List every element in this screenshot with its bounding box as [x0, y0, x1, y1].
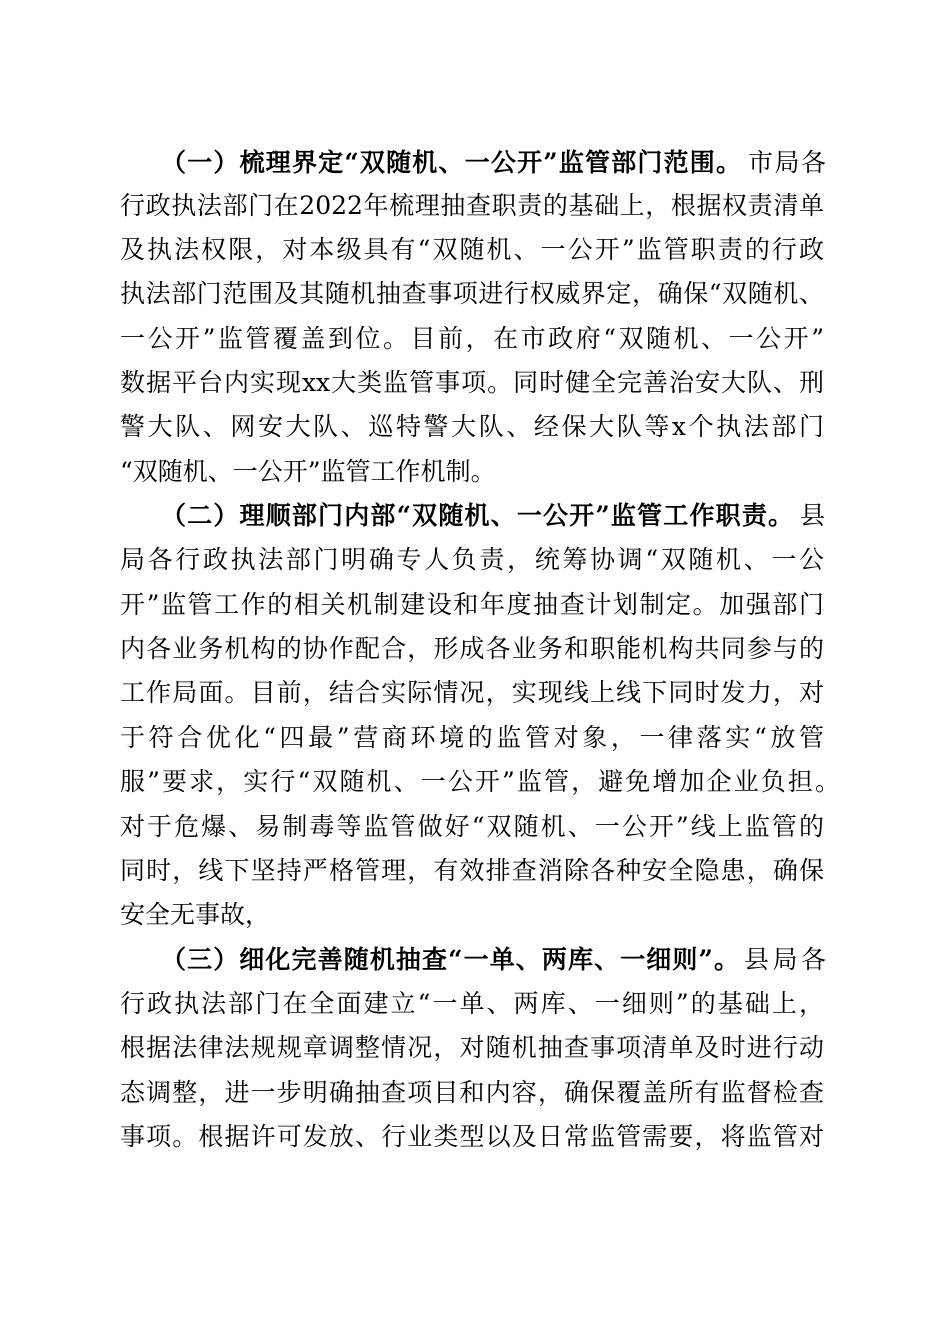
paragraph-2-text-7: 服”要求，实行“双随机、一公开”监管，避免增加企业负担。	[120, 767, 840, 796]
paragraph-2-text-9: 同时，线下坚持严格管理，有效排查消除各种安全隐患，确保	[120, 856, 824, 885]
paragraph-2-text-10: 安全无事故，	[120, 900, 271, 929]
paragraph-2-line-4	[0, 627, 950, 671]
paragraph-1-line-5	[0, 317, 950, 361]
paragraph-1-line-2	[0, 184, 950, 228]
paragraph-2-line-10	[0, 893, 950, 937]
paragraph-3-text-5: 事项。根据许可发放、行业类型以及日常监管需要，将监管对	[120, 1122, 824, 1151]
paragraph-3-heading: （三）细化完善随机抽查“一单、两库、一细则”。	[161, 945, 739, 974]
paragraph-1-text-2: 行政执法部门在2022年梳理抽查职责的基础上，根据权责清单	[120, 191, 824, 220]
paragraph-2-line-6	[0, 716, 950, 760]
paragraph-2-line-5	[0, 671, 950, 715]
paragraph-3-line-4	[0, 1071, 950, 1115]
paragraph-2-line-8	[0, 805, 950, 849]
paragraph-3-line-2	[0, 982, 950, 1026]
paragraph-2-text-8: 对于危爆、易制毒等监管做好“双随机、一公开”线上监管的	[120, 812, 824, 841]
paragraph-1-line-4	[0, 272, 950, 316]
paragraph-2-line-3	[0, 583, 950, 627]
paragraph-2-text-6: 于符合优化“四最”营商环境的监管对象，一律落实“放管	[120, 723, 824, 752]
paragraph-1-text-3: 及执法权限，对本级具有“双随机、一公开”监管职责的行政	[120, 235, 824, 264]
paragraph-3-line-1	[0, 938, 950, 982]
paragraph-2-text-3: 开”监管工作的相关机制建设和年度抽查计划制定。加强部门	[120, 590, 824, 619]
paragraph-1-text-4: 执法部门范围及其随机抽查事项进行权威界定，确保“双随机、	[120, 279, 824, 308]
paragraph-2-line-7	[0, 760, 950, 804]
paragraph-2-text-5: 工作局面。目前，结合实际情况，实现线上线下同时发力，对	[120, 678, 824, 707]
paragraph-2-text-4: 内各业务机构的协作配合，形成各业务和职能机构共同参与的	[120, 634, 824, 663]
paragraph-1-text-7: 警大队、网安大队、巡特警大队、经保大队等x个执法部门	[120, 412, 824, 441]
paragraph-1-heading: （一）梳理界定“双随机、一公开”监管部门范围。	[161, 148, 741, 177]
paragraph-1-line-3	[0, 228, 950, 272]
paragraph-2-line-2	[0, 538, 950, 582]
paragraph-3-text-3: 根据法律法规规章调整情况，对随机抽查事项清单及时进行动	[120, 1033, 824, 1062]
paragraph-1-text-6: 数据平台内实现xx大类监管事项。同时健全完善治安大队、刑	[120, 368, 824, 397]
paragraph-3-text-2: 行政执法部门在全面建立“一单、两库、一细则”的基础上，	[120, 989, 824, 1018]
paragraph-3-line-3	[0, 1026, 950, 1070]
paragraph-1-text-8: “双随机、一公开”监管工作机制。	[120, 457, 496, 486]
paragraph-3-line-5	[0, 1115, 950, 1159]
paragraph-1-line-7	[0, 405, 950, 449]
paragraph-2-text-1: 县	[800, 501, 826, 530]
paragraph-1-line-1	[0, 141, 950, 185]
paragraph-1-line-8	[0, 450, 950, 494]
paragraph-1-line-6	[0, 361, 950, 405]
paragraph-2-text-2: 局各行政执法部门明确专人负责，统筹协调“双随机、一公	[120, 545, 824, 574]
paragraph-3-text-4: 态调整，进一步明确抽查项目和内容，确保覆盖所有监督检查	[120, 1078, 824, 1107]
paragraph-2-line-9	[0, 849, 950, 893]
paragraph-3-text-1: 县局各	[744, 945, 826, 974]
paragraph-1-text-1: 市局各	[748, 148, 826, 177]
paragraph-2-line-1	[0, 494, 950, 538]
paragraph-1-text-5: 一公开”监管覆盖到位。目前，在市政府“双随机、一公开”	[120, 324, 824, 353]
paragraph-2-heading: （二）理顺部门内部“双随机、一公开”监管工作职责。	[161, 501, 793, 530]
